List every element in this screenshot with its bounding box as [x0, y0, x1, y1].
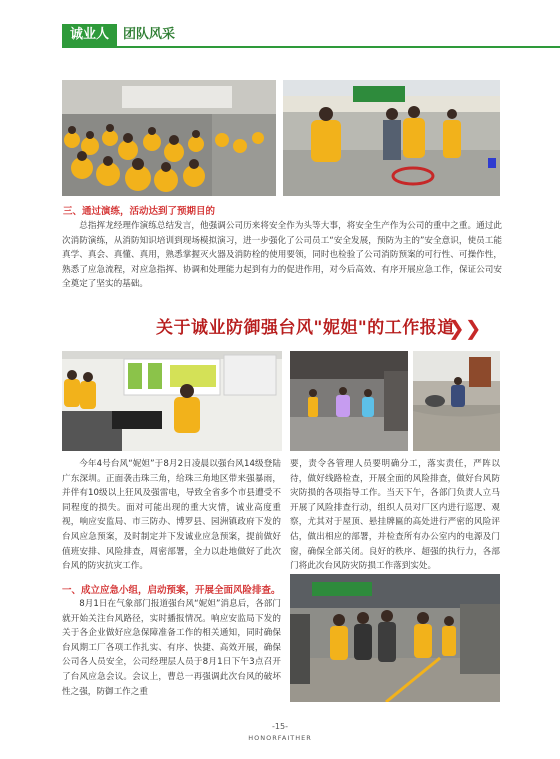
header-rule — [62, 46, 560, 48]
photo-crowd-workers — [62, 80, 276, 196]
photo-drainage-work — [413, 351, 500, 451]
page-header — [62, 24, 181, 46]
drill-summary-paragraph: 总指挥龙经理作演练总结发言，他强调公司历来将安全作为头等大事，将安全生产作为公司的重中之重。通过此次消防演练，从消防知识培训到现场模拟演习，进一步强化了公司员工“安全发展，预防为主的”安全意识，使员工能真学、真会、真懂、真用，熟悉掌握灭火器及消防栓的使用要领，同时也检验了公司消防预案的可行性、可操作性，熟悉了应急流程，对应急指挥、协调和处理能力起到有力的促进作用，对今后高效、有序开展应急工作，保证公司安全奠定了坚实的基础。 — [62, 221, 502, 290]
header-section: 团队风采 — [123, 27, 176, 42]
photo-building-inspection — [290, 351, 408, 451]
photo-fire-drill — [283, 80, 500, 196]
article-title-banner — [62, 314, 502, 342]
article-continuation-paragraph: 要，责令各管理人员要明确分工，落实责任，严阵以待，做好线路检查，开展全面的风险排查，做好台风防灾防损的各项指导工作。当天下午，各部门负责人立马开展了风险排查行动，组织人员对厂区内进行巡逻、观察，尤其对于屋顶、悬挂牌匾的高处进行严密的风险评估，做出相应的部署，并检查所有办公室内的电源及门窗，确保全部关闭。良好的秩序、超强的执行力，各部门将此次台风防灾防损工作落到实处。 — [290, 459, 500, 572]
article-intro-paragraph: 今年4号台风“妮妲”于8月2日凌晨以强台风14级登陆广东深圳。正面袭击珠三角，给珠三角地区带来强暴雨，并伴有10级以上狂风及强雷电，导致全省多个市县遭受不同程度的损失。面对可能出现的重大灾情，诚业高度重视，响应安监局、市三防办、博罗县、园洲镇政府下发的台风应急预案，及时制定并下发诚业应急预案，提前做好值班安排、风险排查，周密部署，全力以赴地做好了此次台风的防灾抗灾工作。 — [62, 459, 281, 572]
page-number: -15- — [272, 722, 288, 731]
photo-meeting-room — [62, 351, 282, 451]
article-emergency-paragraph: 8月1日在气象部门报道强台风“妮妲”消息后，各部门就开始关注台风路径，实时播报情况。响应安监局下发的关于各企业做好应急保障准备工作的相关通知，同时确保台风期工厂各项工作扎实、有序、快捷、高效开展，确保公司各人员安全，公司经理层人员于8月1日下午3点召开了台风应急会议。会议上，曹总一再强调此次台风的破坏性之强，防御工作之重 — [62, 599, 281, 697]
magazine-name: HONORFAITHER — [248, 734, 312, 742]
section-heading-drill-result: 三、通过演练，活动达到了预期目的 — [63, 206, 216, 217]
article-title: 关于诚业防御强台风"妮妲"的工作报道 — [156, 318, 455, 338]
photo-factory-inspection — [290, 574, 500, 702]
section-heading-emergency-team: 一、成立应急小组，启动预案，开展全面风险排查。 — [62, 585, 281, 596]
header-tag: 诚业人 — [62, 24, 117, 46]
chevron-right-icon: ❯❯ — [448, 316, 482, 340]
